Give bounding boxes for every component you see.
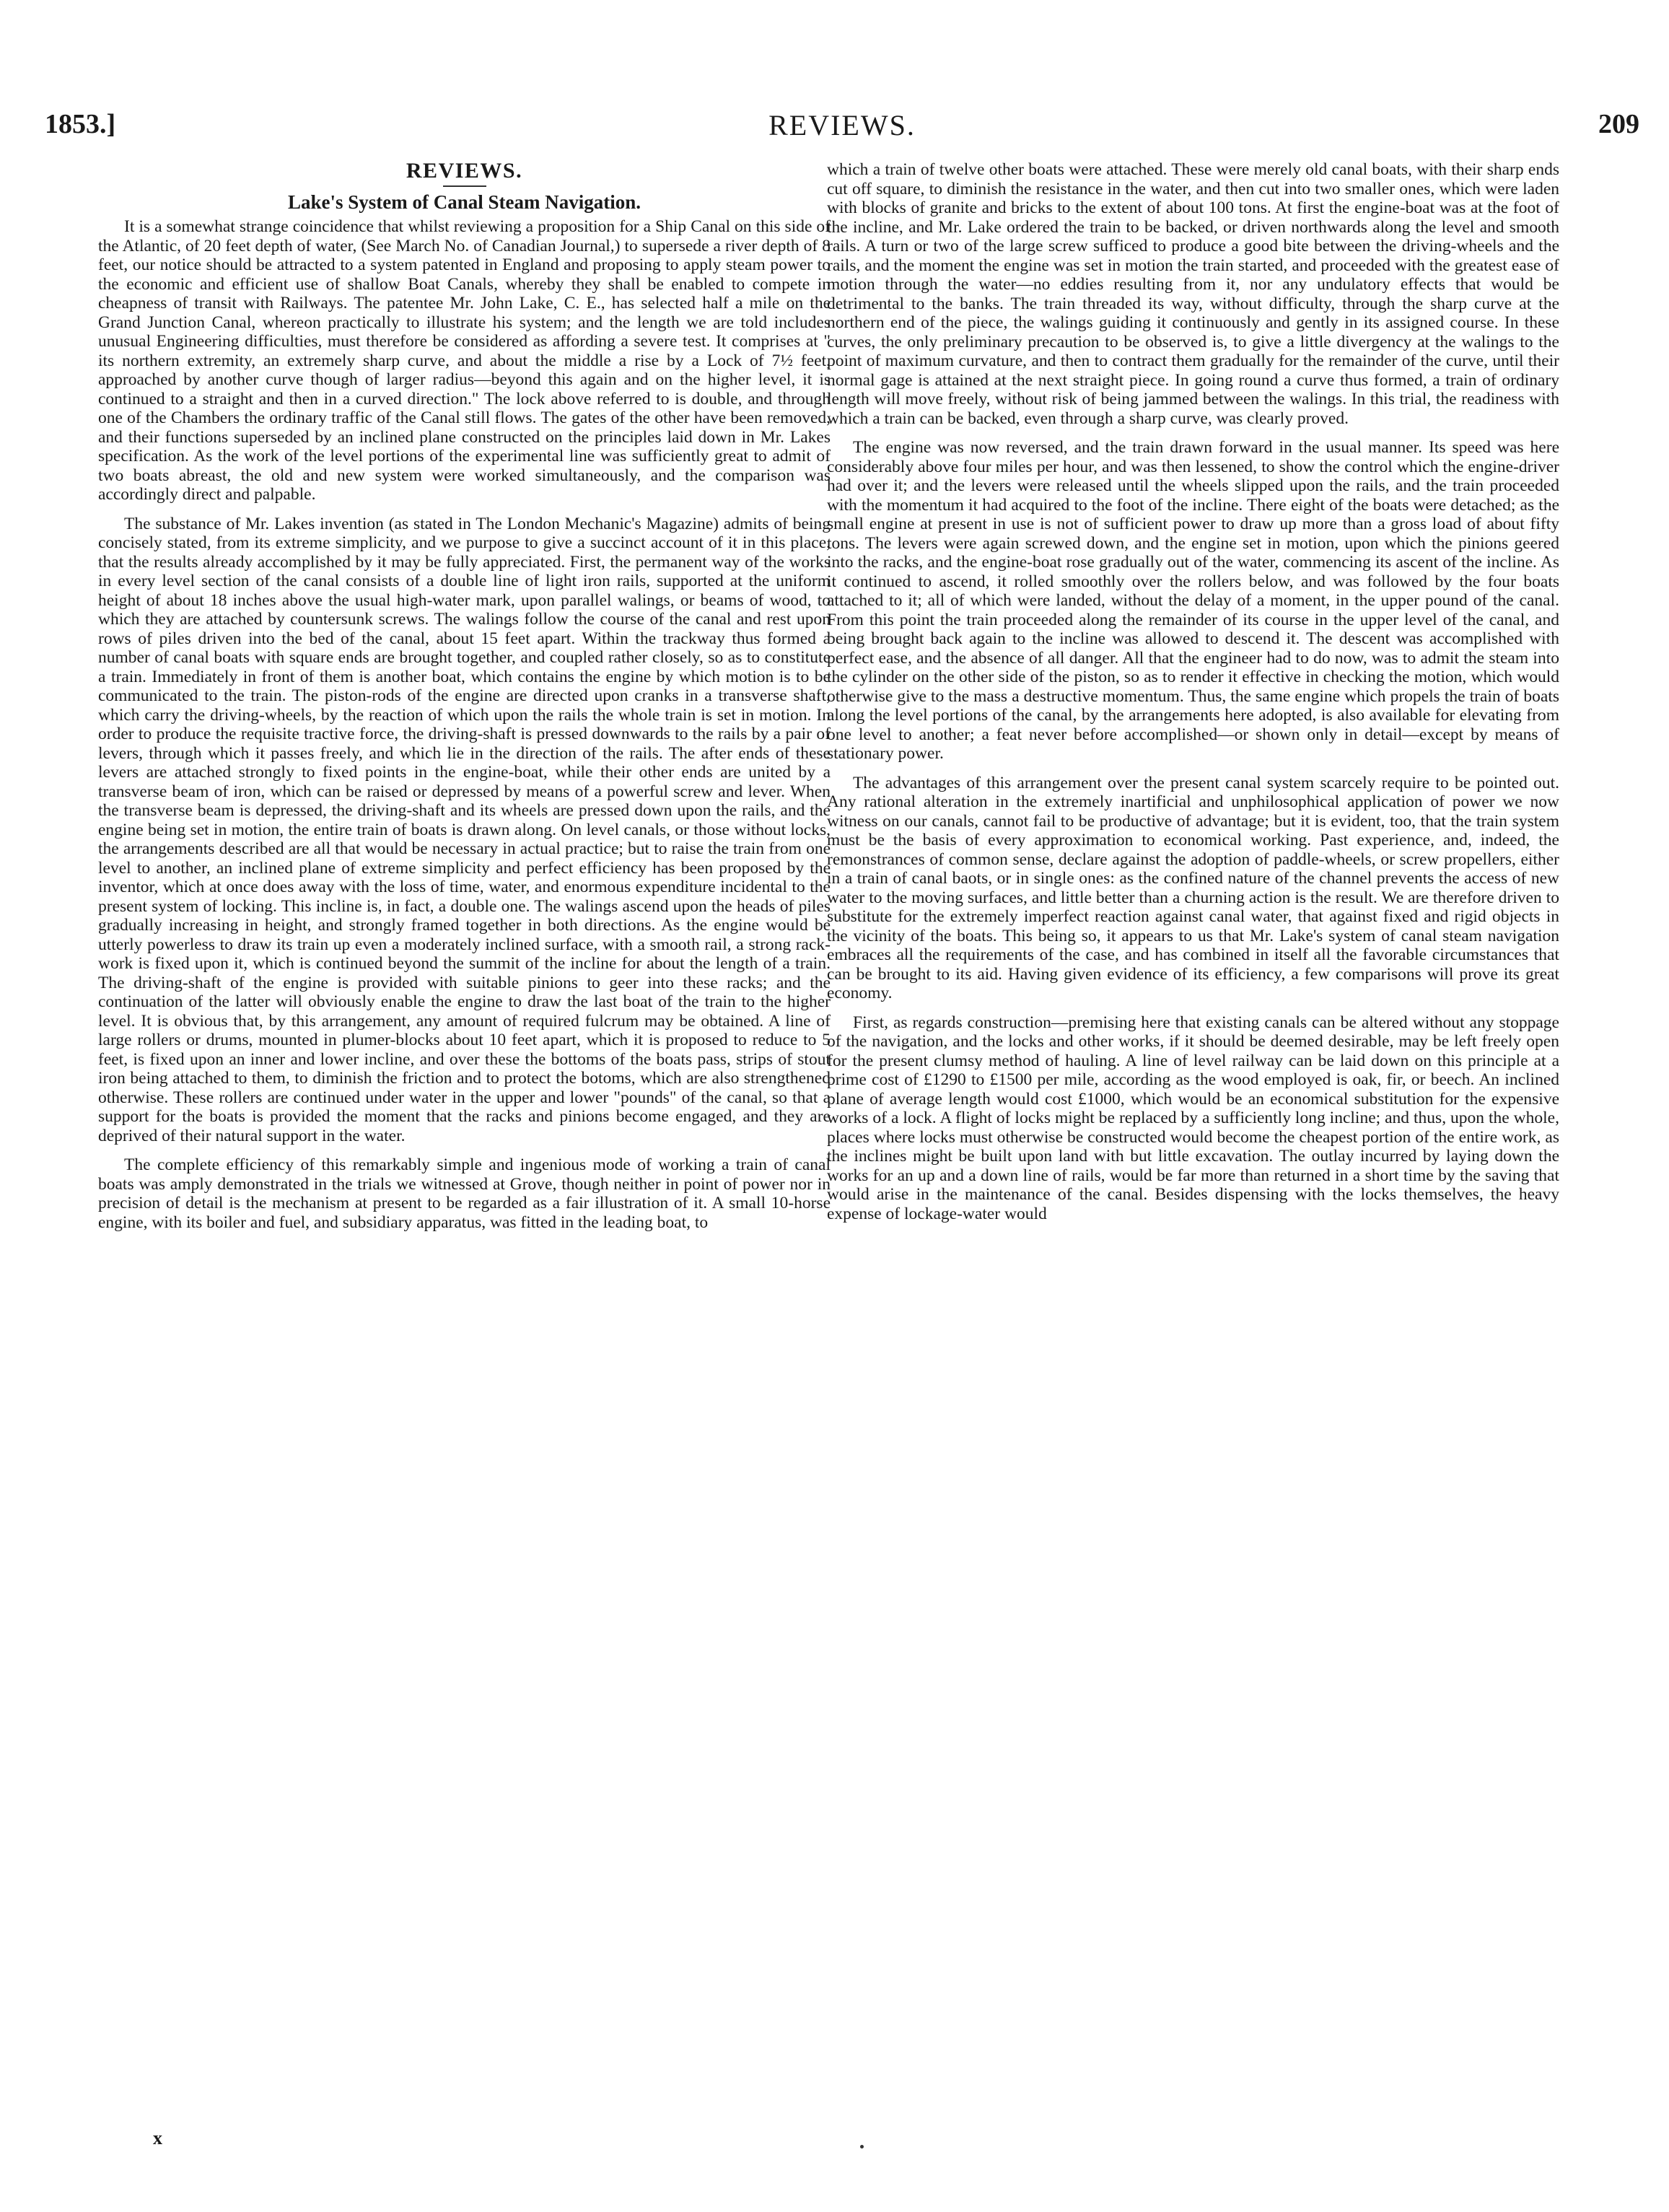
header-year: 1853.] — [45, 109, 116, 139]
paragraph: which a train of twelve other boats were attached. These were merely old canal boats, with their sharp ends cut off square, to diminish the resistance in the water, and then cut into two smaller ones, which were laden with blocks of granite and bricks to the extent of about 100 tons. At first the engine-boat was at the foot of the incline, and Mr. Lake ordered the train to be backed, or driven northwards along the level and smooth rails. A turn or two of the large screw sufficed to produce a good bite between the driving-wheels and the rails, and the moment the engine was set in motion the train started, and proceeded with the greatest ease of motion through the water—no eddies resulting from it, nor any undulatory effects that would be detrimental to the banks. The train threaded its way, without difficulty, through the sharp curve at the northern end of the piece, the walings guiding it continuously and gently in its assigned course. In these curves, the only preliminary precaution to be observed is, to give a little divergency at the walings to the point of maximum curvature, and then to contract them gradually for the remainder of the curve, until their normal gage is attained at the next straight piece. In going round a curve thus formed, a train of ordinary length will move freely, without risk of being jammed between the walings. In this trial, the readiness with which a train can be backed, even through a sharp curve, was clearly proved. — [827, 160, 1559, 428]
paragraph: First, as regards construction—premising here that existing canals can be altered without any stoppage of the navigation, and the locks and other works, if it should be deemed desirable, may be left freely open for the present clumsy method of hauling. A line of level railway can be laid down on this principle at a prime cost of £1290 to £1500 per mile, according as the wood employed is oak, fir, or beech. An inclined plane of average length would cost £1000, which would be an economical substitution for the expensive works of a lock. A flight of locks might be replaced by a sufficiently long incline; and thus, upon the whole, places where locks must otherwise be constructed would become the cheapest portion of the entire work, as the inclines might be built upon land with but little excavation. The outlay incurred by laying down the works for an up and a down line of rails, would be far more than returned in a short time by the saving that would arise in the maintenance of the canal. Besides dispensing with the locks themselves, the heavy expense of lockage-water would — [827, 1013, 1559, 1223]
running-head — [45, 108, 1639, 149]
paragraph: The engine was now reversed, and the train drawn forward in the usual manner. Its speed was here considerably above four miles per hour, and was then lessened, to show the control which the engine-driver had over it; and the levers were released until the wheels slipped upon the rails, and the train proceeded with the momentum it had acquired to the foot of the incline. There eight of the boats were detached; as the small engine at present in use is not of sufficient power to draw up more than a gross load of about fifty tons. The levers were again screwed down, and the engine set in motion, upon which the pinions geered into the racks, and the engine-boat rose gradually out of the water, commencing its ascent of the incline. As it continued to ascend, it rolled smoothly over the rollers below, and was followed by the four boats attached to it; all of which were landed, without the delay of a moment, in the upper pound of the canal. From this point the train proceeded along the remainder of its course in the upper level of the canal, and being brought back again to the incline was allowed to descend it. The descent was accomplished with perfect ease, and the absence of all danger. All that the engineer had to do now, was to admit the steam into the cylinder on the other side of the piston, so as to render it effective in checking the motion, which would otherwise give to the mass a destructive momentum. Thus, the same engine which propels the train of boats along the level portions of the canal, by the arrangements here adopted, is also available for elevating from one level to another; a feat never before accomplished—or shown only in detail—except by means of stationary power. — [827, 438, 1559, 763]
header-title: REVIEWS. — [768, 109, 916, 141]
left-column — [98, 160, 831, 1242]
stray-dot — [860, 2145, 864, 2148]
right-column — [827, 160, 1559, 1233]
paragraph: The complete efficiency of this remarkably simple and ingenious mode of working a train of canal boats was amply demonstrated in the trials we witnessed at Grove, though neither in point of power nor in precision of detail is the mechanism at present to be regarded as a fair illustration of it. A small 10-horse engine, with its boiler and fuel, and subsidiary apparatus, was fitted in the leading boat, to — [98, 1155, 831, 1232]
section-title: REVIEWS. — [406, 159, 523, 183]
paragraph: The advantages of this arrangement over the present canal system scarcely require to be pointed out. Any rational alteration in the extremely inartificial and unphilosophical application of power we now witness on our canals, cannot fail to be productive of advantage; but it is evident, too, that the train system must be the basis of every approximation to economical working. Past experience, and, indeed, the remonstrances of common sense, declare against the adoption of paddle-wheels, or screw propellers, either in a train of canal baots, or in single ones: as the confined nature of the channel prevents the access of new water to the moving surfaces, and little better than a churning action is the result. We are therefore driven to substitute for the extremely imperfect reaction against canal water, that against fixed and rigid objects in the vicinity of the boats. This being so, it appears to us that Mr. Lake's system of canal steam navigation embraces all the requirements of the case, and has combined in itself all the favorable circumstances that can be brought to its aid. Having given evidence of its efficiency, a few comparisons will prove its great economy. — [827, 773, 1559, 1002]
paragraph: The substance of Mr. Lakes invention (as stated in The London Mechanic's Magazine) admits of being concisely stated, from its extreme simplicity, and we purpose to give a succinct account of it in this place, that the results already accomplished by it may be fully appreciated. First, the permanent way of the works in every level section of the canal consists of a double line of light iron rails, supported at the uniform height of about 18 inches above the usual high-water mark, upon parallel walings, or beams of wood, to which they are attached by countersunk screws. The walings follow the course of the canal and rest upon rows of piles driven into the bed of the canal, about 15 feet apart. Within the trackway thus formed a number of canal boats with square ends are brought together, and coupled rather closely, so as to constitute a train. Immediately in front of them is another boat, which contains the engine by which motion is to be communicated to the train. The piston-rods of the engine are directed upon cranks in a transverse shaft, which carry the driving-wheels, by the reaction of which upon the rails the whole train is set in motion. In order to produce the requisite tractive force, the driving-shaft is pressed downwards to the rails by a pair of levers, through which it passes freely, and which lie in the direction of the rails. The after ends of these levers are attached strongly to fixed points in the engine-boat, while their other ends are united by a transverse beam of iron, which can be raised or depressed by means of a powerful screw and lever. When the transverse beam is depressed, the driving-shaft and its wheels are pressed down upon the rails, and the engine being set in motion, the entire train of boats is drawn along. On level canals, or those without locks, the arrangements described are all that would be necessary in actual practice; but to raise the train from one level to another, an inclined plane of extreme simplicity and perfect efficiency has been proposed by the inventor, which at once does away with the loss of time, water, and enormous expenditure incidental to the present system of locking. This incline is, in fact, a double one. The walings ascend upon the heads of piles gradually increasing in height, and strongly framed together in both directions. As the engine would be utterly powerless to draw its train up even a moderately inclined surface, with a smooth rail, a strong rack-work is fixed upon it, which is continued beyond the summit of the incline for about the length of a train. The driving-shaft of the engine is provided with suitable pinions to geer into these racks; and the continuation of the latter will obviously enable the engine to draw the last boat of the train to the higher level. It is obvious that, by this arrangement, any amount of required fulcrum may be obtained. A line of large rollers or drums, mounted in plumer-blocks about 10 feet apart, which it is proposed to reduce to 5 feet, is fixed upon an inner and lower incline, and over these the bottoms of the boats pass, strips of stout iron being attached to them, to diminish the friction and to protect the botoms, which are also strengthened otherwise. These rollers are continued under water in the upper and lower "pounds" of the canal, so that a support for the boats is provided the moment that the racks and pinions become engaged, and they are deprived of their natural support in the water. — [98, 514, 831, 1145]
title-rule — [443, 185, 486, 187]
page-number: 209 — [1598, 109, 1639, 139]
paragraph: It is a somewhat strange coincidence that whilst reviewing a proposition for a Ship Canal on this side of the Atlantic, of 20 feet depth of water, (See March No. of Canadian Journal,) to supersede a river depth of 8 feet, our notice should be attracted to a system patented in England and proposing to apply steam power to the economic and efficient use of shallow Boat Canals, whereby they shall be enabled to compete in cheapness of transit with Railways. The patentee Mr. John Lake, C. E., has selected half a mile on the Grand Junction Canal, whereon practically to illustrate his system; and the length we are told includes unusual Engineering difficulties, must therefore be considered as affording a severe test. It comprises at " its northern extremity, an extremely sharp curve, and about the middle a rise by a Lock of 7½ feet, approached by another curve though of larger radius—beyond this again and on the higher level, it is continued to a straight and then in a curved direction." The lock above referred to is double, and through one of the Chambers the ordinary traffic of the Canal still flows. The gates of the other have been removed, and their functions superseded by an inclined plane constructed on the principles laid down in Mr. Lakes specification. As the work of the level portions of the experimental line was sufficiently great to admit of two boats abreast, the old and new system were worked simultaneously, and the comparison was accordingly direct and palpable. — [98, 217, 831, 504]
signature-mark: x — [153, 2128, 162, 2148]
article-title: Lake's System of Canal Steam Navigation. — [287, 191, 641, 213]
